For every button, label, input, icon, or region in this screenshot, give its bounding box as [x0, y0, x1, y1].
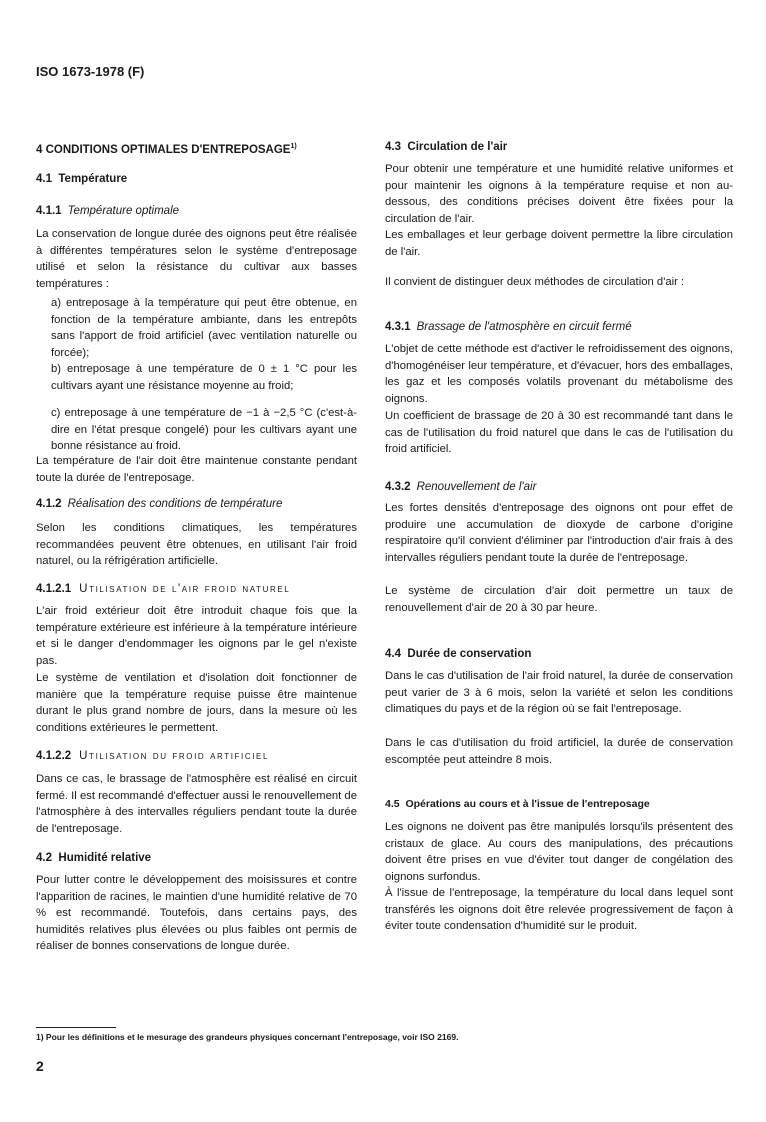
heading-text: Durée de conservation [407, 648, 532, 660]
paragraph: Un coefficient de brassage de 20 à 30 est recommandé tant dans le cas de l'utilisation du froid naturel que dans le cas de l'utilisation du froid artificiel. [385, 410, 733, 455]
section-4-1-2-heading [36, 496, 357, 513]
paragraph: L'air froid extérieur doit être introduit chaque fois que la température extérieure est inférieure à la température intérieure et si le danger d'endommager les oignons par le gel n'existe pas. [36, 605, 357, 667]
section-4-4-heading [385, 646, 733, 663]
section-4-1-heading [36, 171, 357, 188]
section-number: 4.1.2 [36, 498, 62, 510]
heading-text: Brassage de l'atmosphère en circuit fermé [416, 321, 632, 333]
paragraph: Le système de ventilation et d'isolation doit fonctionner de manière que la température requise puisse être maintenue durant le plus grand nombre de jours, dans la mesure où les conditions extérieures le permettent. [36, 672, 357, 734]
section-4-1-2-2-heading [36, 748, 357, 765]
paragraph: Pour obtenir une température et une humidité relative uniformes et pour maintenir les oignons à la température requise et non au-dessous, des conditions précises doivent être fixées pour la circulation de l'air. [385, 163, 733, 225]
heading-text: Température [58, 173, 128, 185]
section-number: 4.3.1 [385, 321, 411, 333]
section-number: 4.4 [385, 648, 401, 660]
paragraph: Il convient de distinguer deux méthodes de circulation d'air : [385, 276, 685, 288]
paragraph: Le système de circulation d'air doit permettre un taux de renouvellement d'air de 20 à 30 par heure. [385, 585, 733, 614]
paragraph: Les oignons ne doivent pas être manipulés lorsqu'ils présentent des cristaux de glace. Au cours des manipulations, des précautions doivent être prises en vue d'éviter tout danger de congélation des oignons surfondus. [385, 821, 733, 883]
section-number: 4.1.2.2 [36, 750, 72, 762]
footnote-ref: 1) [290, 143, 297, 150]
section-number: 4.5 [385, 798, 400, 810]
list-item-a: a) entreposage à la température qui peut être obtenue, en fonction de la température ambiante, dans les entrepôts sans l'apport de froid artificiel (avec ventilation naturelle ou forcée); [51, 297, 357, 359]
list-item-b: b) entreposage à une température de 0 ± 1 °C pour les cultivars ayant une résistance moyenne au froid; [51, 363, 357, 392]
paragraph: Les emballages et leur gerbage doivent permettre la libre circulation de l'air. [385, 229, 733, 258]
paragraph: Les fortes densités d'entreposage des oignons ont pour effet de produire une accumulation de dioxyde de carbone d'origine respiratoire qu'il convient d'éliminer par l'introduction d'air frais à des intervalles réguliers pendant toute la durée de l'entreposage. [385, 502, 733, 564]
heading-text: Renouvellement de l'air [416, 481, 537, 493]
heading-text: Utilisation de l'air froid naturel [79, 583, 291, 595]
paragraph: La température de l'air doit être maintenue constante pendant toute la durée de l'entreposage. [36, 455, 357, 484]
section-4-1-1-heading [36, 203, 357, 220]
footnote-divider [36, 1027, 116, 1028]
section-4-heading [36, 139, 357, 158]
section-number: 4.1.2.1 [36, 583, 72, 595]
section-number: 4.3 [385, 141, 401, 153]
paragraph: Dans le cas d'utilisation du froid artificiel, la durée de conservation escomptée peut atteindre 8 mois. [385, 737, 733, 766]
section-number: 4.1 [36, 173, 52, 185]
list-item-c: c) entreposage à une température de −1 à −2,5 °C (c'est-à-dire en l'état presque congelé) pour les cultivars ayant une bonne résistance au froid. [51, 407, 357, 452]
heading-text: Circulation de l'air [407, 141, 508, 153]
heading-text: Utilisation du froid artificiel [79, 750, 270, 762]
heading-text: Humidité relative [58, 852, 152, 864]
paragraph: À l'issue de l'entreposage, la température du local dans lequel sont transférés les oignons doit être relevée progressivement de façon à éviter toute condensation d'humidité sur le produit. [385, 887, 733, 932]
paragraph: L'objet de cette méthode est d'activer le refroidissement des oignons, d'homogénéiser leur température, et d'évacuer, hors des emballages, les gaz et les composés volatils provenant du métabolisme des oignons. [385, 343, 733, 405]
section-4-3-heading [385, 139, 733, 156]
heading-text: 4 CONDITIONS OPTIMALES D'ENTREPOSAGE [36, 143, 291, 156]
page-number: 2 [36, 1058, 44, 1074]
section-4-1-2-1-heading [36, 581, 357, 598]
paragraph: La conservation de longue durée des oignons peut être réalisée à différentes températures selon le système d'entreposage utilisé et selon la résistance du cultivar aux basses températures : [36, 228, 357, 290]
section-4-5-heading [385, 796, 733, 813]
section-number: 4.3.2 [385, 481, 411, 493]
paragraph: Pour lutter contre le développement des moisissures et contre l'apparition de racines, le maintien d'une humidité relative de 70 % est recommandé. Toutefois, dans certains pays, des humidités relatives plus élevées ou plus faibles ont permis de réaliser de bonnes conservations de longue durée. [36, 874, 357, 952]
paragraph: Dans ce cas, le brassage de l'atmosphère est réalisé en circuit fermé. Il est recommandé d'effectuer aussi le renouvellement de l'atmosphère à des intervalles réguliers pendant toute la durée de l'entreposage. [36, 773, 357, 835]
section-4-3-1-heading [385, 319, 733, 336]
section-4-3-2-heading [385, 479, 733, 496]
heading-text: Température optimale [67, 205, 180, 217]
section-number: 4.2 [36, 852, 52, 864]
section-4-2-heading [36, 850, 357, 867]
footnote: 1) Pour les définitions et le mesurage des grandeurs physiques concernant l'entreposage, voir ISO 2169. [36, 1032, 459, 1042]
document-header: ISO 1673-1978 (F) [36, 64, 145, 79]
paragraph: Selon les conditions climatiques, les températures recommandées peuvent être obtenues, en utilisant l'air froid naturel, ou la réfrigération artificielle. [36, 522, 357, 567]
heading-text: Réalisation des conditions de température [67, 498, 283, 510]
section-number: 4.1.1 [36, 205, 62, 217]
heading-text: Opérations au cours et à l'issue de l'entreposage [405, 798, 650, 810]
paragraph: Dans le cas d'utilisation de l'air froid naturel, la durée de conservation peut varier de 3 à 6 mois, selon la variété et selon les conditions climatiques du pays et de la région où se fait l'entreposage. [385, 670, 733, 715]
